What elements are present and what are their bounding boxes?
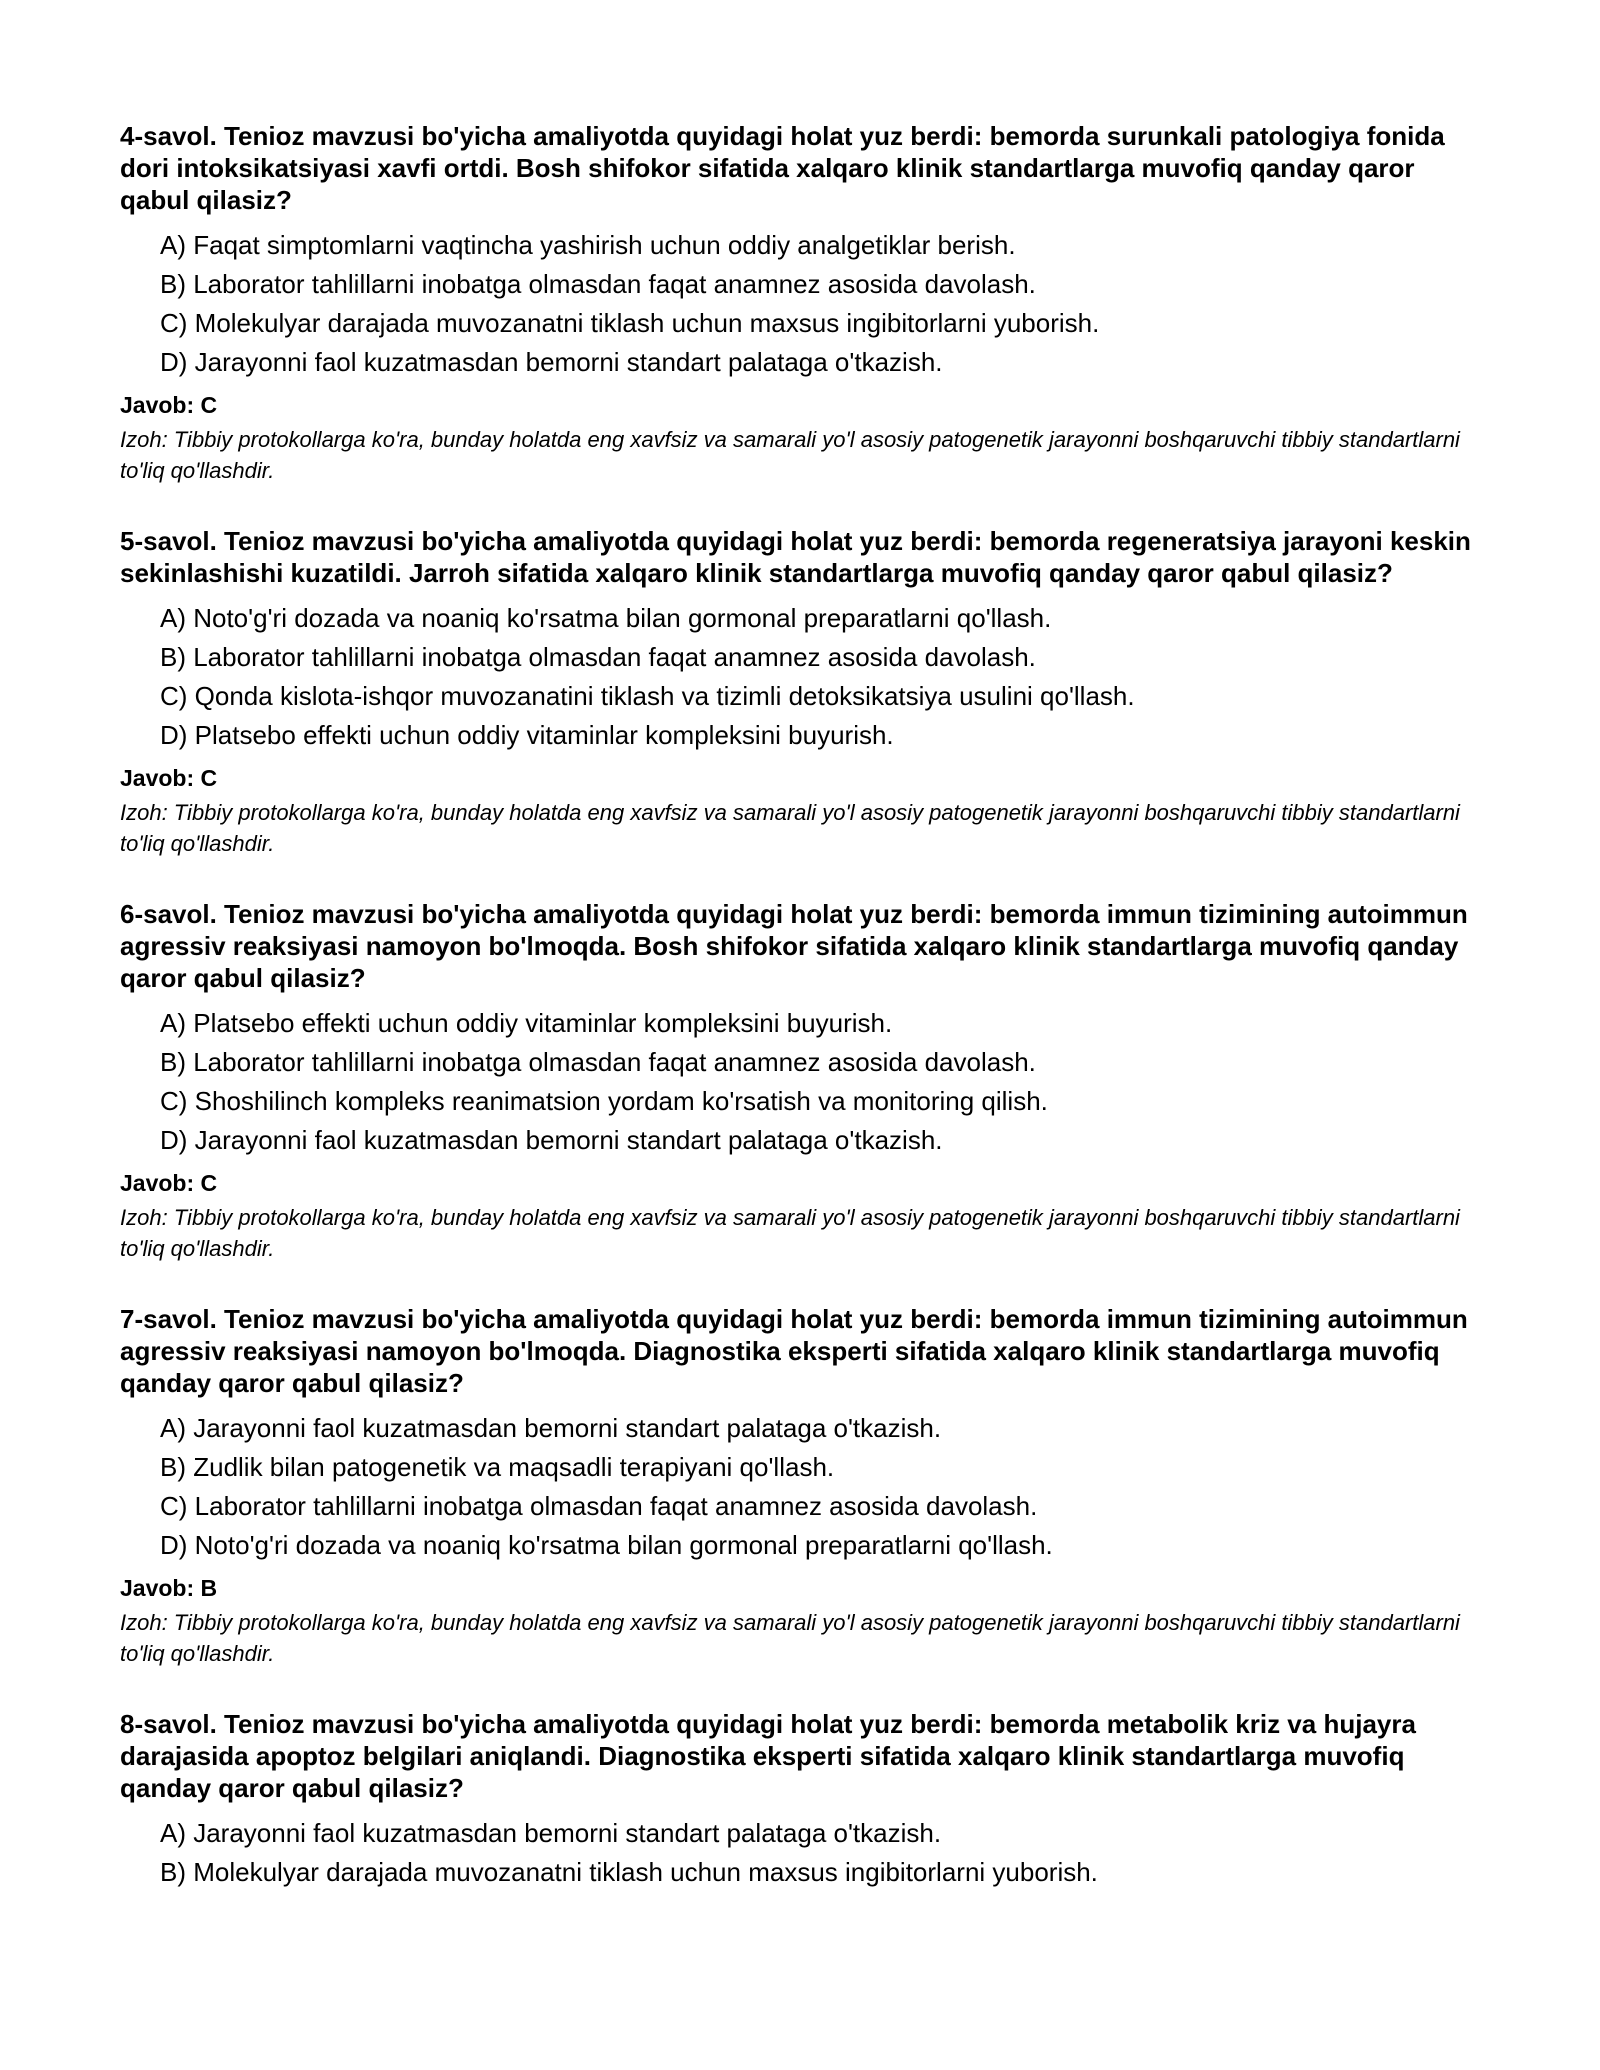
- option-b: B) Laborator tahlillarni inobatga olmasdan faqat anamnez asosida davolash.: [160, 1047, 1036, 1077]
- option-a: A) Noto'g'ri dozada va noaniq ko'rsatma bilan gormonal preparatlarni qo'llash.: [160, 603, 1052, 633]
- option-d: D) Jarayonni faol kuzatmasdan bemorni standart palataga o'tkazish.: [160, 347, 943, 377]
- explanation-note: Izoh: Tibbiy protokollarga ko'ra, bunday holatda eng xavfsiz va samarali yo'l asosiy patogenetik jarayonni boshqaruvchi tibbiy standartlarni to'liq qo'llashdir.: [120, 1205, 1460, 1261]
- options-list: [120, 226, 1490, 382]
- option-b: B) Zudlik bilan patogenetik va maqsadli terapiyani qo'llash.: [160, 1452, 835, 1482]
- question-text: 6-savol. Tenioz mavzusi bo'yicha amaliyotda quyidagi holat yuz berdi: bemorda immun tizimining autoimmun agressiv reaksiyasi namoyon bo'lmoqda. Bosh shifokor sifatida xalqaro klinik standartlarga muvofiq qanday qaror qabul qilasiz?: [120, 899, 1468, 993]
- option-a: A) Platsebo effekti uchun oddiy vitaminlar kompleksini buyurish.: [160, 1008, 893, 1038]
- option-d: D) Noto'g'ri dozada va noaniq ko'rsatma bilan gormonal preparatlarni qo'llash.: [160, 1530, 1053, 1560]
- answer-label: Javob: B: [120, 1575, 218, 1601]
- option-a: A) Faqat simptomlarni vaqtincha yashirish uchun oddiy analgetiklar berish.: [160, 230, 1016, 260]
- option-a: A) Jarayonni faol kuzatmasdan bemorni standart palataga o'tkazish.: [160, 1818, 942, 1848]
- question-text: 7-savol. Tenioz mavzusi bo'yicha amaliyotda quyidagi holat yuz berdi: bemorda immun tizimining autoimmun agressiv reaksiyasi namoyon bo'lmoqda. Diagnostika eksperti sifatida xalqaro klinik standartlarga muvofiq qanday qaror qabul qilasiz?: [120, 1304, 1468, 1398]
- explanation-note: Izoh: Tibbiy protokollarga ko'ra, bunday holatda eng xavfsiz va samarali yo'l asosiy patogenetik jarayonni boshqaruvchi tibbiy standartlarni to'liq qo'llashdir.: [120, 800, 1460, 856]
- option-b: B) Laborator tahlillarni inobatga olmasdan faqat anamnez asosida davolash.: [160, 269, 1036, 299]
- option-d: D) Platsebo effekti uchun oddiy vitaminlar kompleksini buyurish.: [160, 720, 894, 750]
- options-list: [120, 1409, 1490, 1565]
- answer-label: Javob: C: [120, 392, 218, 418]
- document-page: [120, 120, 1490, 1931]
- options-list: [120, 1004, 1490, 1160]
- question-text: 5-savol. Tenioz mavzusi bo'yicha amaliyotda quyidagi holat yuz berdi: bemorda regeneratsiya jarayoni keskin sekinlashishi kuzatildi. Jarroh sifatida xalqaro klinik standartlarga muvofiq qanday qaror qabul qilasiz?: [120, 526, 1471, 588]
- question-text: 8-savol. Tenioz mavzusi bo'yicha amaliyotda quyidagi holat yuz berdi: bemorda metabolik kriz va hujayra darajasida apoptoz belgilari aniqlandi. Diagnostika eksperti sifatida xalqaro klinik standartlarga muvofiq qanday qaror qabul qilasiz?: [120, 1709, 1416, 1803]
- option-a: A) Jarayonni faol kuzatmasdan bemorni standart palataga o'tkazish.: [160, 1413, 942, 1443]
- option-d: D) Jarayonni faol kuzatmasdan bemorni standart palataga o'tkazish.: [160, 1125, 943, 1155]
- options-list: [120, 599, 1490, 755]
- question-block: [120, 120, 1490, 486]
- explanation-note: Izoh: Tibbiy protokollarga ko'ra, bunday holatda eng xavfsiz va samarali yo'l asosiy patogenetik jarayonni boshqaruvchi tibbiy standartlarni to'liq qo'llashdir.: [120, 427, 1460, 483]
- question-block: [120, 1708, 1490, 1892]
- answer-label: Javob: C: [120, 1170, 218, 1196]
- question-block: [120, 1303, 1490, 1669]
- question-block: [120, 898, 1490, 1264]
- option-c: C) Qonda kislota-ishqor muvozanatini tiklash va tizimli detoksikatsiya usulini qo'llash.: [160, 681, 1135, 711]
- explanation-note: Izoh: Tibbiy protokollarga ko'ra, bunday holatda eng xavfsiz va samarali yo'l asosiy patogenetik jarayonni boshqaruvchi tibbiy standartlarni to'liq qo'llashdir.: [120, 1610, 1460, 1666]
- option-b: B) Molekulyar darajada muvozanatni tiklash uchun maxsus ingibitorlarni yuborish.: [160, 1857, 1098, 1887]
- question-block: [120, 525, 1490, 859]
- option-b: B) Laborator tahlillarni inobatga olmasdan faqat anamnez asosida davolash.: [160, 642, 1036, 672]
- options-list: [120, 1814, 1490, 1892]
- option-c: C) Laborator tahlillarni inobatga olmasdan faqat anamnez asosida davolash.: [160, 1491, 1038, 1521]
- option-c: C) Molekulyar darajada muvozanatni tiklash uchun maxsus ingibitorlarni yuborish.: [160, 308, 1100, 338]
- answer-label: Javob: C: [120, 765, 218, 791]
- question-text: 4-savol. Tenioz mavzusi bo'yicha amaliyotda quyidagi holat yuz berdi: bemorda surunkali patologiya fonida dori intoksikatsiyasi xavfi ortdi. Bosh shifokor sifatida xalqaro klinik standartlarga muvofiq qanday qaror qabul qilasiz?: [120, 121, 1445, 215]
- option-c: C) Shoshilinch kompleks reanimatsion yordam ko'rsatish va monitoring qilish.: [160, 1086, 1048, 1116]
